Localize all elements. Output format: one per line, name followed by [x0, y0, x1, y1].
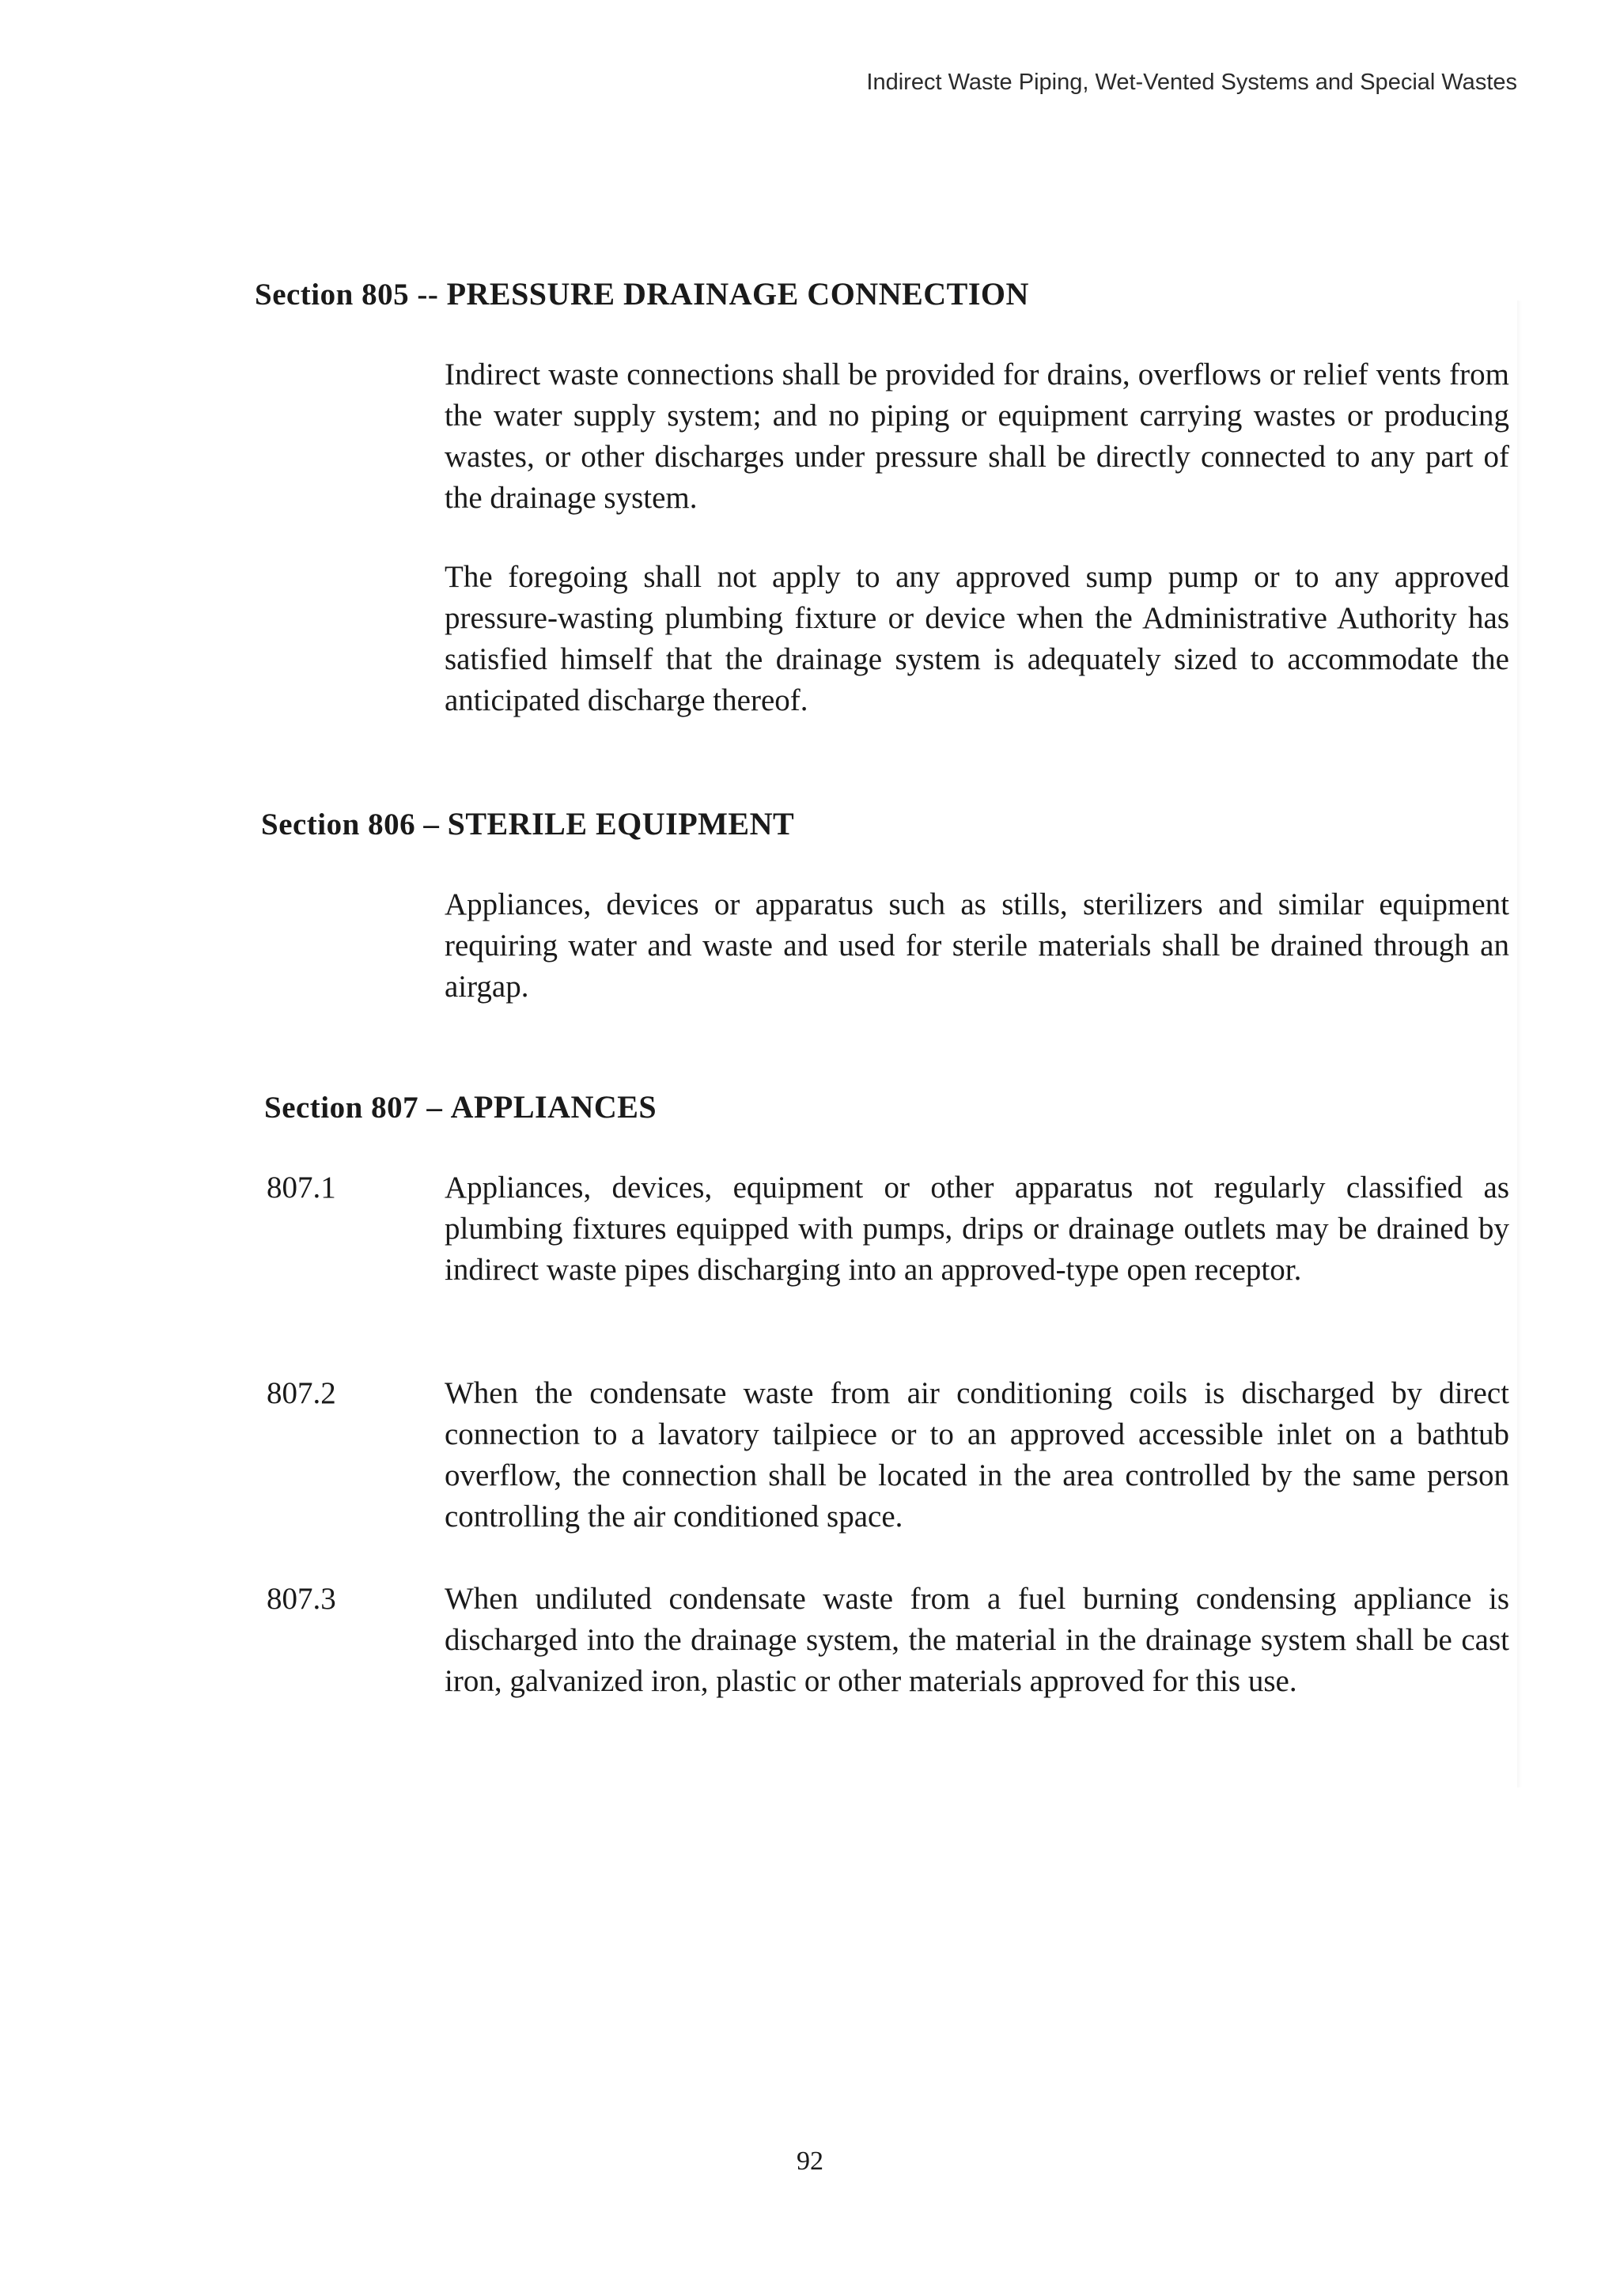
section-807-label: Section 807 — [264, 1091, 419, 1125]
scan-edge-shadow — [1517, 301, 1522, 1787]
section-806-paragraph-1: Appliances, devices or apparatus such as stills, sterilizers and similar equipment requiring water and waste and used for sterile materials shall be drained through an airgap. — [445, 887, 1509, 1004]
section-806-label: Section 806 — [261, 808, 416, 842]
section-807-separator: – — [418, 1091, 451, 1125]
item-807-1-number: 807.1 — [267, 1171, 336, 1205]
section-805-label: Section 805 — [255, 278, 410, 312]
section-805-separator: -- — [409, 278, 447, 312]
item-807-1-text: Appliances, devices, equipment or other apparatus not regularly classified as plumbing fixtures equipped with pumps, drips or drainage outlets may be drained by indirect waste pipes discharging into an approved-type open receptor. — [445, 1171, 1509, 1287]
section-806-separator: – — [415, 808, 448, 842]
page-number: 92 — [797, 2147, 823, 2176]
section-805-title: PRESSURE DRAINAGE CONNECTION — [446, 276, 1029, 312]
running-header: Indirect Waste Piping, Wet-Vented Systems and Special Wastes — [866, 70, 1517, 95]
section-807-title: APPLIANCES — [450, 1089, 657, 1125]
item-807-2-text: When the condensate waste from air conditioning coils is discharged by direct connection to a lavatory tailpiece or to an approved accessible inlet on a bathtub overflow, the connection shall be located in the area controlled by the same person controlling the air conditioned space. — [445, 1376, 1509, 1534]
section-806-title: STERILE EQUIPMENT — [447, 806, 795, 842]
section-806-heading — [261, 805, 794, 842]
section-807-heading — [264, 1088, 657, 1125]
section-805-paragraph-2: The foregoing shall not apply to any approved sump pump or to any approved pressure-wasting plumbing fixture or device when the Administrative Authority has satisfied himself that the drainage system is adequately sized to accommodate the anticipated discharge thereof. — [445, 560, 1509, 717]
item-807-2-number: 807.2 — [267, 1376, 336, 1410]
section-805-heading — [255, 275, 1029, 312]
item-807-3-text: When undiluted condensate waste from a fuel burning condensing appliance is discharged into the drainage system, the material in the drainage system shall be cast iron, galvanized iron, plastic or other materials approved for this use. — [445, 1582, 1509, 1698]
item-807-3-number: 807.3 — [267, 1582, 336, 1616]
section-805-paragraph-1: Indirect waste connections shall be provided for drains, overflows or relief vents from the water supply system; and no piping or equipment carrying wastes or producing wastes, or other discharges under pressure shall be directly connected to any part of the drainage system. — [445, 357, 1509, 515]
